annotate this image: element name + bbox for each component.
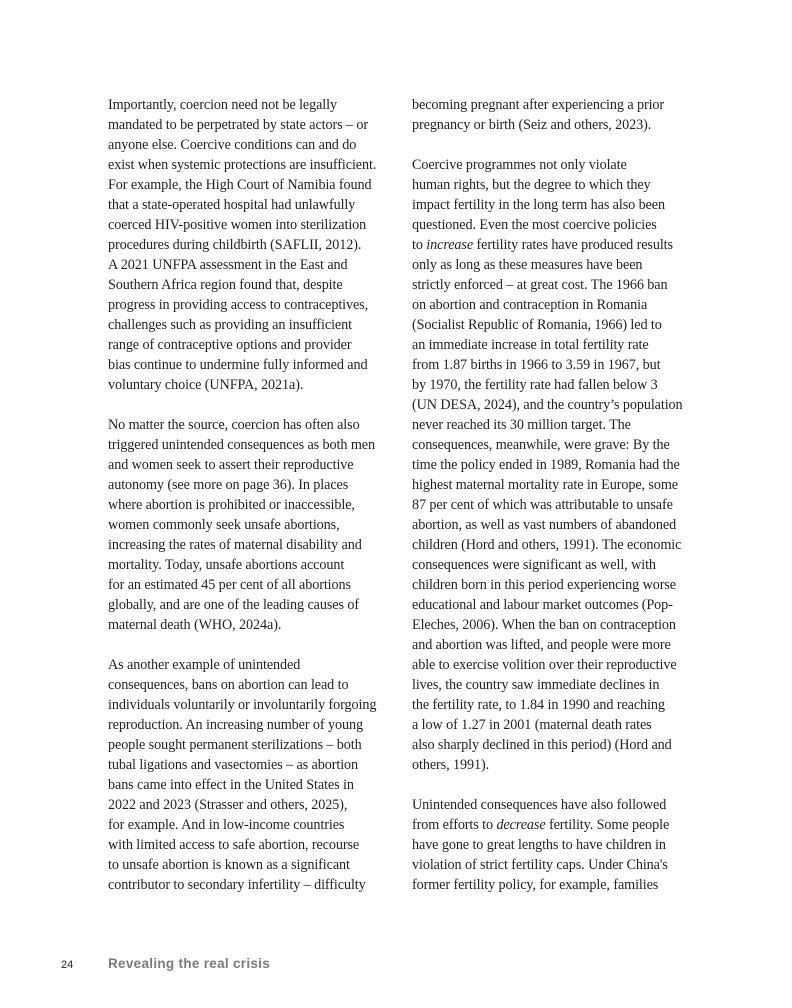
text-line: and women seek to assert their reproductive	[108, 457, 354, 473]
text-line: Eleches, 2006). When the ban on contraception	[412, 617, 676, 633]
left-column	[108, 95, 398, 915]
text-line: human rights, but the degree to which they	[412, 177, 651, 193]
text-line: people sought permanent sterilizations – both	[108, 737, 362, 753]
text-line: 87 per cent of which was attributable to unsafe	[412, 497, 673, 513]
text-line: consequences, bans on abortion can lead to	[108, 677, 349, 693]
text-line: reproduction. An increasing number of young	[108, 717, 363, 733]
text-line: never reached its 30 million target. The	[412, 417, 631, 433]
emphasized-word: decrease	[496, 817, 546, 833]
text-line: Southern Africa region found that, despite	[108, 277, 343, 293]
text-line: educational and labour market outcomes (Pop-	[412, 597, 673, 613]
text-line: globally, and are one of the leading causes of	[108, 597, 359, 613]
text-line: on abortion and contraception in Romania	[412, 297, 648, 313]
text-line: children born in this period experiencing worse	[412, 577, 676, 593]
text-line: a low of 1.27 in 2001 (maternal death rates	[412, 717, 652, 733]
text-line: only as long as these measures have been	[412, 257, 643, 273]
text-line: an immediate increase in total fertility rate	[412, 337, 649, 353]
paragraph-abortion-bans	[108, 655, 398, 895]
text-line: have gone to great lengths to have children in	[412, 837, 666, 853]
paragraph-unintended-consequences	[108, 415, 398, 635]
text-line: for example. And in low-income countries	[108, 817, 345, 833]
text-fragment: to	[412, 237, 427, 253]
paragraph-coercion-not-mandated	[108, 95, 398, 395]
text-line: consequences, meanwhile, were grave: By the	[412, 437, 670, 453]
text-line: voluntary choice (UNFPA, 2021a).	[108, 377, 304, 393]
text-line: impact fertility in the long term has also been	[412, 197, 665, 213]
text-line: children (Hord and others, 1991). The economic	[412, 537, 682, 553]
running-footer-section-title: Revealing the real crisis	[108, 956, 271, 971]
text-line: A 2021 UNFPA assessment in the East and	[108, 257, 348, 273]
text-line: No matter the source, coercion has often also	[108, 417, 360, 433]
text-line: that a state-operated hospital had unlawfully	[108, 197, 356, 213]
text-line: from 1.87 births in 1966 to 3.59 in 1967, but	[412, 357, 661, 373]
text-line: by 1970, the fertility rate had fallen below 3	[412, 377, 658, 393]
text-line: becoming pregnant after experiencing a prior	[412, 97, 665, 113]
text-line: former fertility policy, for example, families	[412, 877, 659, 893]
right-column	[412, 95, 702, 915]
text-line: increasing the rates of maternal disability and	[108, 537, 362, 553]
paragraph-coercive-programmes-romania	[412, 155, 702, 775]
text-line: pregnancy or birth (Seiz and others, 2023).	[412, 117, 652, 133]
text-line: mandated to be perpetrated by state actors – or	[108, 117, 369, 133]
text-line: For example, the High Court of Namibia found	[108, 177, 372, 193]
text-line: consequences were significant as well, with	[412, 557, 656, 573]
text-line: contributor to secondary infertility – difficulty	[108, 877, 366, 893]
text-line: Unintended consequences have also followed	[412, 797, 667, 813]
text-line-with-emphasis	[412, 235, 702, 255]
text-line: maternal death (WHO, 2024a).	[108, 617, 282, 633]
text-line: mortality. Today, unsafe abortions account	[108, 557, 345, 573]
page-number: 24	[61, 959, 74, 971]
text-line-with-emphasis	[412, 815, 702, 835]
paragraph-secondary-infertility-continued	[412, 95, 702, 135]
text-line: violation of strict fertility caps. Under China's	[412, 857, 668, 873]
text-line: abortion, as well as vast numbers of abandoned	[412, 517, 677, 533]
text-line: and abortion was lifted, and people were more	[412, 637, 671, 653]
text-line: procedures during childbirth (SAFLII, 2012).	[108, 237, 362, 253]
text-line: coerced HIV-positive women into sterilization	[108, 217, 367, 233]
text-line: the fertility rate, to 1.84 in 1990 and reaching	[412, 697, 665, 713]
text-line: (UN DESA, 2024), and the country’s population	[412, 397, 683, 413]
text-line: able to exercise volition over their reproductive	[412, 657, 677, 673]
text-line: progress in providing access to contraceptives,	[108, 297, 369, 313]
text-line: bans came into effect in the United States in	[108, 777, 354, 793]
text-line: anyone else. Coercive conditions can and do	[108, 137, 357, 153]
text-line: also sharply declined in this period) (Hord and	[412, 737, 672, 753]
text-line: Importantly, coercion need not be legally	[108, 97, 337, 113]
text-line: autonomy (see more on page 36). In places	[108, 477, 349, 493]
text-line: others, 1991).	[412, 757, 490, 773]
text-line: bias continue to undermine fully informed and	[108, 357, 368, 373]
text-line: Coercive programmes not only violate	[412, 157, 627, 173]
text-line: to unsafe abortion is known as a significant	[108, 857, 350, 873]
text-line: challenges such as providing an insufficient	[108, 317, 352, 333]
text-line: triggered unintended consequences as both men	[108, 437, 375, 453]
text-line: 2022 and 2023 (Strasser and others, 2025),	[108, 797, 348, 813]
text-line: highest maternal mortality rate in Europe, some	[412, 477, 678, 493]
text-line: time the policy ended in 1989, Romania had the	[412, 457, 680, 473]
text-fragment: fertility rates have produced results	[473, 237, 673, 253]
text-fragment: from efforts to	[412, 817, 497, 833]
text-line: lives, the country saw immediate declines in	[412, 677, 660, 693]
paragraph-decrease-fertility-china	[412, 795, 702, 895]
text-line: women commonly seek unsafe abortions,	[108, 517, 340, 533]
text-line: with limited access to safe abortion, recourse	[108, 837, 360, 853]
text-line: exist when systemic protections are insufficient.	[108, 157, 377, 173]
text-line: strictly enforced – at great cost. The 1966 ban	[412, 277, 668, 293]
text-line: questioned. Even the most coercive policies	[412, 217, 657, 233]
text-line: tubal ligations and vasectomies – as abortion	[108, 757, 359, 773]
emphasized-word: increase	[426, 237, 474, 253]
text-line: for an estimated 45 per cent of all abortions	[108, 577, 351, 593]
text-fragment: fertility. Some people	[545, 817, 670, 833]
text-line: (Socialist Republic of Romania, 1966) led to	[412, 317, 662, 333]
text-line: where abortion is prohibited or inaccessible,	[108, 497, 355, 513]
text-line: individuals voluntarily or involuntarily forgoing	[108, 697, 377, 713]
text-line: As another example of unintended	[108, 657, 301, 673]
text-line: range of contraceptive options and provider	[108, 337, 352, 353]
